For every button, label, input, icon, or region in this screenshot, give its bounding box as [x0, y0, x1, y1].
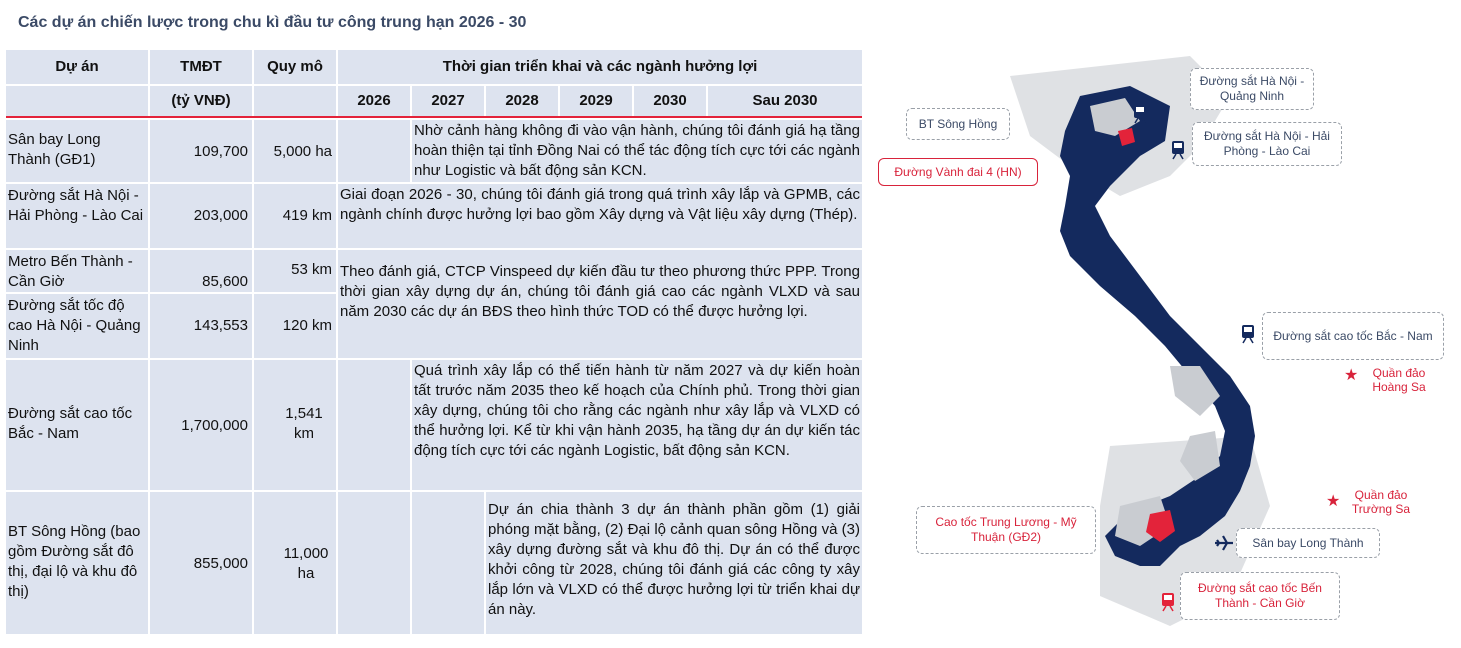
- callout-hn-hp-lc: Đường sắt Hà Nội - Hải Phòng - Lào Cai: [1192, 122, 1342, 166]
- row-scale: 53 km: [254, 250, 336, 292]
- row-scale: 419 km: [254, 184, 336, 248]
- header-year-after-2030: Sau 2030: [708, 86, 862, 116]
- row-project: Đường sắt cao tốc Bắc - Nam: [6, 360, 148, 490]
- row-project: Đường sắt Hà Nội - Hải Phòng - Lào Cai: [6, 184, 148, 248]
- row-description-text: Quá trình xây lắp có thể tiến hành từ năm 2027 và dự kiến hoàn tất trước năm 2035 theo kế hoạch của Chính phủ. Trong thời gian xây dựng, chúng tôi cho rằng các ngành như xây lắp và VLXD có thể hưởng lợi. Kể từ khi vận hành 2035, hạ tầng dự án dự kiến tác động tích cực tới các ngành Logistic, bất động sản KCN.: [414, 362, 860, 459]
- callout-bac-nam: Đường sắt cao tốc Bắc - Nam: [1262, 312, 1444, 360]
- train-icon: [1160, 592, 1176, 612]
- callout-trung-luong: Cao tốc Trung Lương - Mỹ Thuận (GĐ2): [916, 506, 1096, 554]
- row-scale: 11,000 ha: [254, 492, 336, 634]
- callout-long-thanh: Sân bay Long Thành: [1236, 528, 1380, 558]
- row-investment: 143,553: [150, 294, 252, 358]
- row-description: [338, 184, 862, 248]
- row-investment: 203,000: [150, 184, 252, 248]
- train-icon: [1240, 324, 1256, 344]
- projects-table: [6, 50, 862, 634]
- row-gap: [338, 360, 410, 490]
- header-timeline: Thời gian triển khai và các ngành hưởng lợi: [338, 50, 862, 84]
- row-investment: 855,000: [150, 492, 252, 634]
- row-description: [338, 250, 862, 358]
- row-description: [412, 360, 862, 490]
- row-scale: 5,000 ha: [254, 120, 336, 182]
- train-icon: [1132, 104, 1148, 124]
- plane-icon: [1214, 534, 1234, 552]
- callout-vanh-dai-4: Đường Vành đai 4 (HN): [878, 158, 1038, 186]
- train-icon: [1170, 140, 1186, 160]
- row-description: [486, 492, 862, 634]
- island-truong-sa: Quần đảo Trường Sa: [1351, 488, 1411, 516]
- truong-sa-star-icon: ★: [1326, 493, 1341, 510]
- header-year-2028: 2028: [486, 86, 558, 116]
- header-investment: TMĐT: [150, 50, 252, 84]
- row-description-text: Nhờ cảnh hàng không đi vào vận hành, chúng tôi đánh giá hạ tầng hoàn thiện tại tỉnh Đồng Nai có thể tác động tích cực tới các ngành như Logistic và bất động sản KCN.: [414, 122, 860, 179]
- header-year-2029: 2029: [560, 86, 632, 116]
- header-scale: Quy mô: [254, 50, 336, 84]
- header-year-2026: 2026: [338, 86, 410, 116]
- header-year-2027: 2027: [412, 86, 484, 116]
- header-project: Dự án: [6, 50, 148, 84]
- row-scale: 1,541 km: [254, 360, 336, 490]
- page-title: Các dự án chiến lược trong chu kì đầu tư công trung hạn 2026 - 30: [18, 14, 527, 31]
- callout-ben-thanh: Đường sắt cao tốc Bến Thành - Cần Giờ: [1180, 572, 1340, 620]
- header-project-sub: [6, 86, 148, 116]
- row-investment: 1,700,000: [150, 360, 252, 490]
- row-gap: [412, 492, 484, 634]
- hoang-sa-star-icon: ★: [1344, 367, 1359, 384]
- header-divider: [6, 116, 862, 118]
- row-scale: 120 km: [254, 294, 336, 358]
- row-project: Đường sắt tốc độ cao Hà Nội - Quảng Ninh: [6, 294, 148, 358]
- row-project: Metro Bến Thành - Cần Giờ: [6, 250, 148, 292]
- header-investment-unit: (tỷ VNĐ): [150, 86, 252, 116]
- row-investment: 109,700: [150, 120, 252, 182]
- row-investment: 85,600: [150, 250, 252, 292]
- row-project: BT Sông Hồng (bao gồm Đường sắt đô thị, đại lộ và khu đô thị): [6, 492, 148, 634]
- header-year-2030: 2030: [634, 86, 706, 116]
- row-project: Sân bay Long Thành (GĐ1): [6, 120, 148, 182]
- row-description-text: Dự án chia thành 3 dự án thành phần gồm (1) giải phóng mặt bằng, (2) Đại lộ cảnh quan sông Hồng và (3) xây dựng đường sắt và khu đô thị. Dự án có thể được khởi công từ 2028, chúng tôi đánh giá các công ty xây lắp lớn và VLXD có thể được hưởng lợi từ triển khai dự án này.: [488, 501, 860, 618]
- row-gap: [338, 492, 410, 634]
- island-hoang-sa: Quần đảo Hoàng Sa: [1372, 366, 1426, 394]
- row-description-text: Theo đánh giá, CTCP Vinspeed dự kiến đầu tư theo phương thức PPP. Trong thời gian xây dựng dự án, chúng tôi đánh giá cao các ngành VLXD và sau năm 2030 các dự án BĐS theo hình thức TOD có thể được hưởng lợi.: [340, 263, 860, 320]
- row-gap: [338, 120, 410, 182]
- vietnam-map: [870, 36, 1454, 632]
- row-description-text: Giai đoạn 2026 - 30, chúng tôi đánh giá trong quá trình xây lắp và GPMB, các ngành chính được hưởng lợi bao gồm Xây dựng và Vật liệu xây dựng (Thép).: [340, 186, 860, 223]
- callout-hn-qn: Đường sắt Hà Nội - Quảng Ninh: [1190, 68, 1314, 110]
- row-description: [412, 120, 862, 182]
- callout-bt-song-hong: BT Sông Hồng: [906, 108, 1010, 140]
- header-scale-sub: [254, 86, 336, 116]
